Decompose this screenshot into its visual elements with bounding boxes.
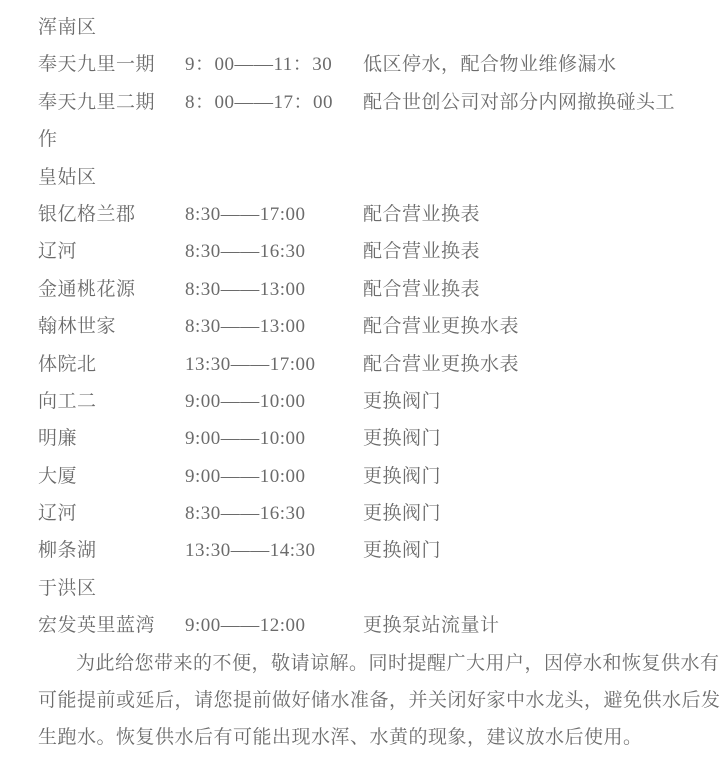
outage-reason: 更换阀门 [363,540,442,562]
time-range: 8:30——17:00 [185,203,306,225]
outage-reason: 更换阀门 [363,428,442,450]
outage-row [38,84,712,121]
outage-row [38,46,712,83]
outage-row [38,308,712,345]
time-range: 9:00——12:00 [185,615,306,637]
time-range: 13:30——17:00 [185,353,316,375]
outage-reason: 低区停水，配合物业维修漏水 [363,54,617,76]
outage-row [38,420,712,457]
community-name: 柳条湖 [38,540,97,562]
community-name: 向工二 [38,390,97,412]
community-name: 银亿格兰郡 [38,203,136,225]
outage-reason: 更换阀门 [363,465,442,487]
outage-reason: 配合世创公司对部分内网撤换碰头工 [363,91,676,113]
community-name: 奉天九里二期 [38,91,156,113]
community-name: 辽河 [38,241,78,263]
time-range: 9:00——10:00 [185,428,306,450]
community-name: 明廉 [38,428,78,450]
outage-reason-continuation: 作 [38,129,58,151]
time-range: 8:30——16:30 [185,503,306,525]
time-range: 9:00——10:00 [185,390,306,412]
outage-row [38,271,712,308]
time-range: 13:30——14:30 [185,540,316,562]
community-name: 大厦 [38,465,78,487]
time-range: 8:30——13:00 [185,316,306,338]
community-name: 金通桃花源 [38,278,136,300]
outage-reason: 配合营业换表 [363,203,481,225]
outage-row [38,346,712,383]
outage-row [38,196,712,233]
outage-row [38,233,712,270]
time-range: 8：00——17：00 [185,91,334,113]
outage-row [38,607,712,644]
community-name: 辽河 [38,503,78,525]
outage-reason: 配合营业更换水表 [363,316,520,338]
outage-row [38,458,712,495]
closing-paragraph-line: 生跑水。恢复供水后有可能出现水浑、水黄的现象，建议放水后使用。 [38,727,643,749]
outage-reason: 更换泵站流量计 [363,615,500,637]
district-header-yuhong: 于洪区 [38,577,97,599]
time-range: 9：00——11：30 [185,54,333,76]
outage-reason: 更换阀门 [363,503,442,525]
outage-row [38,532,712,569]
community-name: 翰林世家 [38,316,117,338]
outage-reason: 配合营业更换水表 [363,353,520,375]
community-name: 体院北 [38,353,97,375]
closing-paragraph-line: 为此给您带来的不便，敬请谅解。同时提醒广大用户，因停水和恢复供水有 [76,652,720,674]
outage-row [38,383,712,420]
time-range: 9:00——10:00 [185,465,306,487]
outage-row [38,495,712,532]
community-name: 奉天九里一期 [38,54,156,76]
district-header-hunnan: 浑南区 [38,17,97,38]
time-range: 8:30——13:00 [185,278,306,300]
outage-reason: 更换阀门 [363,390,442,412]
time-range: 8:30——16:30 [185,241,306,263]
closing-paragraph-line: 可能提前或延后，请您提前做好储水准备，并关闭好家中水龙头，避免供水后发 [38,690,721,712]
district-header-huanggu: 皇姑区 [38,166,97,188]
outage-reason: 配合营业换表 [363,241,481,263]
outage-reason: 配合营业换表 [363,278,481,300]
community-name: 宏发英里蓝湾 [38,615,156,637]
